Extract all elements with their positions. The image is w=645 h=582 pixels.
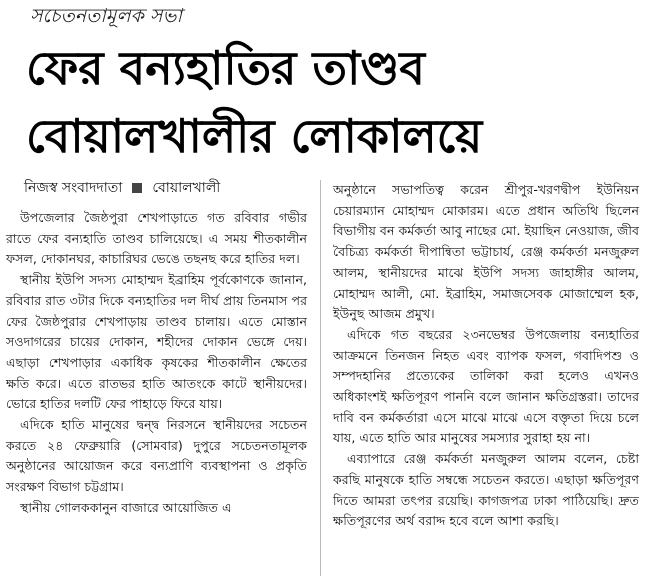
square-bullet-icon [132,183,142,193]
location: বোয়ালখালী [152,180,221,196]
paragraph: উপজেলার জৈষ্ঠপুরা শেখপাড়াতে গত রবিবার গভীর রাতে ফের বন্যহাতি তাণ্ডব চালিয়েছে। এ সময় শীতকালীন ফসল, দোকানঘর, কাচারিঘর ভেঙে তছনছ করে হাতির দল। [6,210,307,267]
paragraph: এদিকে হাতি মানুষের দ্বন্দ্ব নিরসনে স্থানীয়দের সচেতন করতে ২৪ ফেব্রুয়ারি (সোমবার) দুপুরে সচেতনতামূলক অনুষ্ঠানের আয়োজন করে বন্যপ্রাণি ব্যবস্থাপনা ও প্রকৃতি সংরক্ষণ বিভাগ চট্টগ্রাম। [6,417,307,495]
paragraph: এব্যাপারে রেঞ্জ কর্মকর্তা মনজুরুল আলম বলেন, চেষ্টা করছি মানুষকে হাতি সম্বন্ধে সচেতন করতে। এছাড়া ক্ষতিপূরণ দিতে আমরা তৎপর রয়েছি। কাগজপত্র ঢাকা পাঠিয়েছি। দ্রুত ক্ষতিপূরণের অর্থ বরাদ্দ হবে বলে আশা করছি। [333,451,639,529]
reporter: নিজস্ব সংবাদদাতা [24,180,123,196]
headline-line-2: বোয়ালখালীর লোকালয়ে [26,109,483,163]
paragraph: অনুষ্ঠানে সভাপতিত্ব করেন শ্রীপুর-খরণদ্বীপ ইউনিয়ন চেয়ারম্যান মোহাম্মদ মোকারম। এতে প্রধান অতিথি ছিলেন বিভাগীয় বন কর্মকর্তা আবু নাছের মো. ইয়াছিন নেওয়াজ, জীব বৈচিত্র্য কর্মকর্তা দীপান্বিতা ভট্টাচার্য, রেঞ্জ কর্মকর্তা মনজুরুল আলম, স্থানীয়দের মাঝে ইউপি সদস্য জাহাঙ্গীর আলম, মোহাম্মদ আলী, মো. ইব্রাহিম, সমাজসেবক মোজাম্মেল হক, ইউনুছ আজম প্রমুখ। [333,182,639,322]
kicker: সচেতনতামূলক সভা [30,5,183,27]
paragraph: স্থানীয় ইউপি সদস্য মোহাম্মদ ইব্রাহিম পূর্বকোণকে জানান, রবিবার রাত ৩টার দিকে বন্যহাতির দল দীর্ঘ প্রায় তিনমাস পর ফের জৈষ্ঠপুরার শেখপাড়ায় তাণ্ডব চালায়। এতে মোস্তান সওদাগরের চায়ের দোকান, শহীদের দোকান ভেঙ্গে দেয়। এছাড়া শেখপাড়ার একাধিক কৃষকের শীতকালীন ক্ষেতের ক্ষতি করে। এতে রাতভর হাতি আতংকে কাটে স্থানীয়দের। ভোরে হাতির দলটি ফের পাহাড়ে ফিরে যায়। [6,272,307,412]
article-column-left [6,208,307,519]
headline-line-1: ফের বন্যহাতির তাণ্ডব [26,41,425,95]
article-column-right [333,180,639,532]
byline [24,176,220,200]
paragraph: স্থানীয় গোলককানুন বাজারে আয়োজিত এ [20,499,232,515]
paragraph: এদিকে গত বছরের ২৩নভেম্বর উপজেলায় বন্যহাতির আক্রমনে তিনজন নিহত এবং ব্যাপক ফসল, গবাদিপশু ও সম্পদহানির প্রত্যেকের তালিকা করা হলেও এখনও অধিকাংশই ক্ষতিপূরণ পাননি বলে জানান ক্ষতিগ্রস্তরা। তাদের দাবি বন কর্মকর্তারা এসে মাঝে মাঝে এসে বক্তৃতা দিয়ে চলে যায়, এতে হাতি আর মানুষের সমস্যার সুরাহা হয় না। [333,326,639,446]
column-divider [320,180,321,576]
